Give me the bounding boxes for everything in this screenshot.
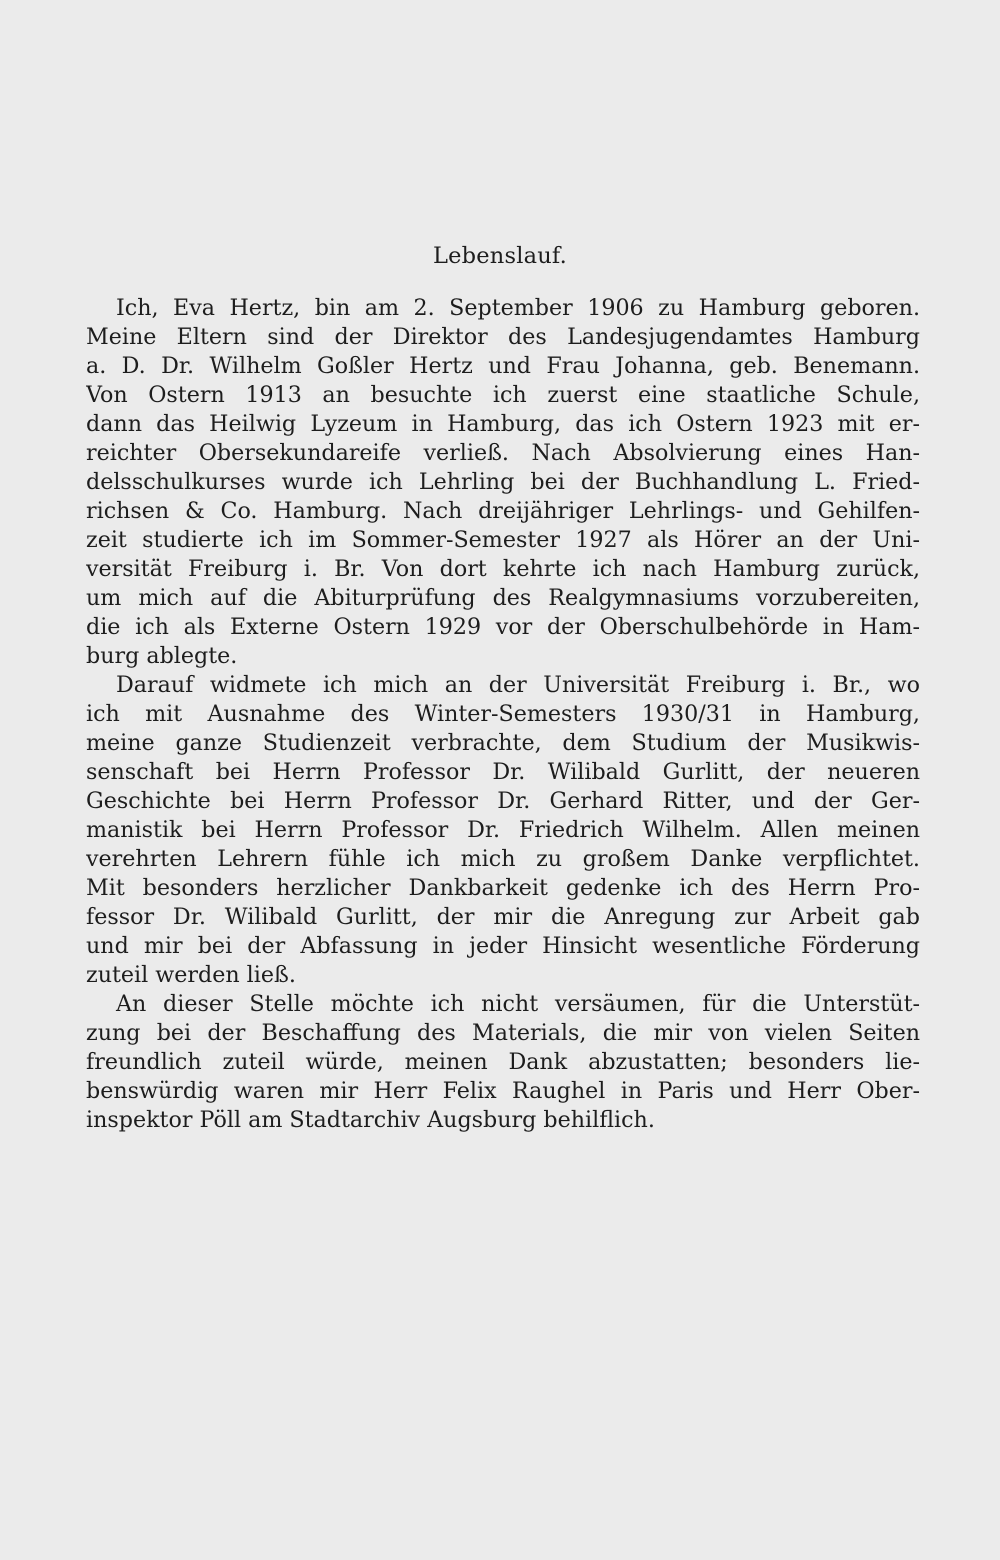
page-title: Lebenslauf.: [433, 243, 567, 269]
text-line: um mich auf die Abiturprüfung des Realgymnasiums vorzubereiten,: [86, 585, 920, 611]
text-line: zung bei der Beschaffung des Materials, die mir von vielen Seiten: [86, 1020, 920, 1046]
text-line: benswürdig waren mir Herr Felix Raughel in Paris und Herr Ober-: [86, 1078, 920, 1104]
text-line: Meine Eltern sind der Direktor des Landesjugendamtes Hamburg: [86, 324, 920, 350]
text-line: delsschulkurses wurde ich Lehrling bei der Buchhandlung L. Fried-: [86, 469, 920, 495]
text-line: ich mit Ausnahme des Winter-Semesters 1930/31 in Hamburg,: [86, 701, 920, 727]
text-line: reichter Obersekundareife verließ. Nach Absolvierung eines Han-: [86, 440, 920, 466]
text-line: freundlich zuteil würde, meinen Dank abzustatten; besonders lie-: [86, 1049, 920, 1075]
text-line: zeit studierte ich im Sommer-Semester 1927 als Hörer an der Uni-: [86, 527, 920, 553]
text-line: dann das Heilwig Lyzeum in Hamburg, das ich Ostern 1923 mit er-: [86, 411, 920, 437]
text-line: inspektor Pöll am Stadtarchiv Augsburg behilflich.: [86, 1107, 655, 1133]
text-line: versität Freiburg i. Br. Von dort kehrte ich nach Hamburg zurück,: [86, 556, 920, 582]
text-line: fessor Dr. Wilibald Gurlitt, der mir die Anregung zur Arbeit gab: [86, 904, 920, 930]
text-line: manistik bei Herrn Professor Dr. Friedrich Wilhelm. Allen meinen: [86, 817, 920, 843]
text-line: richsen & Co. Hamburg. Nach dreijähriger Lehrlings- und Gehilfen-: [86, 498, 920, 524]
text-line: und mir bei der Abfassung in jeder Hinsicht wesentliche Förderung: [86, 933, 920, 959]
text-line: burg ablegte.: [86, 643, 238, 669]
text-line: Von Ostern 1913 an besuchte ich zuerst eine staatliche Schule,: [86, 382, 920, 408]
paragraph-2: [86, 671, 920, 990]
text-line: Mit besonders herzlicher Dankbarkeit gedenke ich des Herrn Pro-: [86, 875, 920, 901]
text-line: zuteil werden ließ.: [86, 962, 296, 988]
text-line: Darauf widmete ich mich an der Universität Freiburg i. Br., wo: [116, 672, 920, 698]
text-line: die ich als Externe Ostern 1929 vor der Oberschulbehörde in Ham-: [86, 614, 920, 640]
text-line: senschaft bei Herrn Professor Dr. Wilibald Gurlitt, der neueren: [86, 759, 920, 785]
text-line: Ich, Eva Hertz, bin am 2. September 1906 zu Hamburg geboren.: [116, 295, 920, 321]
text-line: verehrten Lehrern fühle ich mich zu großem Danke verpflichtet.: [86, 846, 920, 872]
text-line: An dieser Stelle möchte ich nicht versäumen, für die Unterstüt-: [116, 991, 920, 1017]
text-line: a. D. Dr. Wilhelm Goßler Hertz und Frau Johanna, geb. Benemann.: [86, 353, 920, 379]
text-line: Geschichte bei Herrn Professor Dr. Gerhard Ritter, und der Ger-: [86, 788, 920, 814]
paragraph-1: [86, 294, 920, 671]
body-text: [86, 294, 920, 1135]
paragraph-3: [86, 990, 920, 1135]
text-line: meine ganze Studienzeit verbrachte, dem Studium der Musikwis-: [86, 730, 920, 756]
